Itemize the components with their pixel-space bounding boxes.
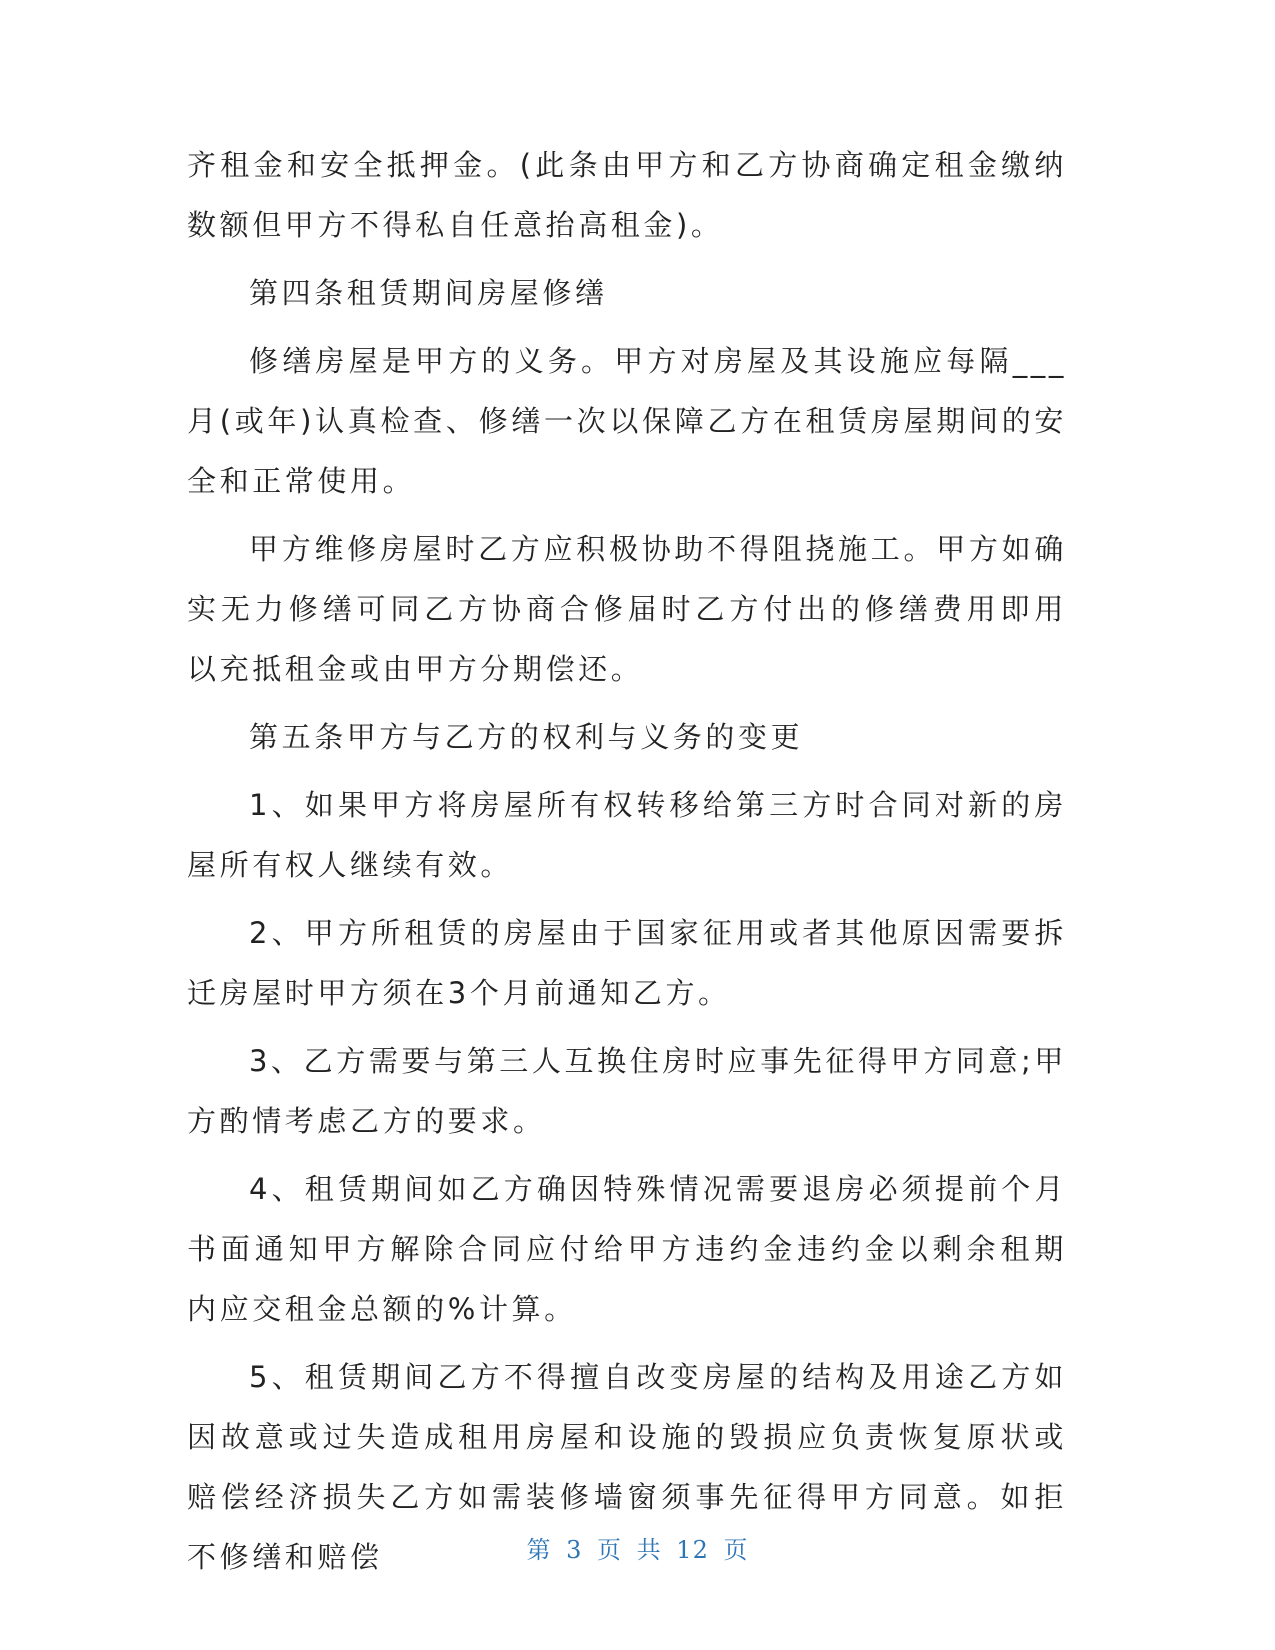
- heading-article-5: 第五条甲方与乙方的权利与义务的变更: [249, 720, 804, 754]
- heading-article-4: 第四条租赁期间房屋修缮: [249, 276, 608, 310]
- paragraph-repair-duty: 修缮房屋是甲方的义务。甲方对房屋及其设施应每隔___月(或年)认真检查、修缮一次以保障乙方在租赁房屋期间的安全和正常使用。: [187, 344, 1067, 498]
- page-number-footer: 第 3 页 共 12 页: [526, 1536, 749, 1564]
- clause-2: 2、甲方所租赁的房屋由于国家征用或者其他原因需要拆迁房屋时甲方须在3个月前通知乙方。: [187, 916, 1067, 1010]
- paragraph-repair-assist: 甲方维修房屋时乙方应积极协助不得阻挠施工。甲方如确实无力修缮可同乙方协商合修届时乙方付出的修缮费用即用以充抵租金或由甲方分期偿还。: [187, 532, 1067, 686]
- paragraph-rent-continuation: 齐租金和安全抵押金。(此条由甲方和乙方协商确定租金缴纳数额但甲方不得私自任意抬高租金)。: [187, 148, 1067, 242]
- document-body: [187, 135, 1067, 1587]
- clause-1: 1、如果甲方将房屋所有权转移给第三方时合同对新的房屋所有权人继续有效。: [187, 788, 1067, 882]
- clause-4: 4、租赁期间如乙方确因特殊情况需要退房必须提前个月书面通知甲方解除合同应付给甲方违约金违约金以剩余租期内应交租金总额的%计算。: [187, 1172, 1067, 1326]
- clause-3: 3、乙方需要与第三人互换住房时应事先征得甲方同意;甲方酌情考虑乙方的要求。: [187, 1044, 1067, 1138]
- clause-5: 5、租赁期间乙方不得擅自改变房屋的结构及用途乙方如因故意或过失造成租用房屋和设施的毁损应负责恢复原状或赔偿经济损失乙方如需装修墙窗须事先征得甲方同意。如拒不修缮和赔偿: [187, 1360, 1067, 1574]
